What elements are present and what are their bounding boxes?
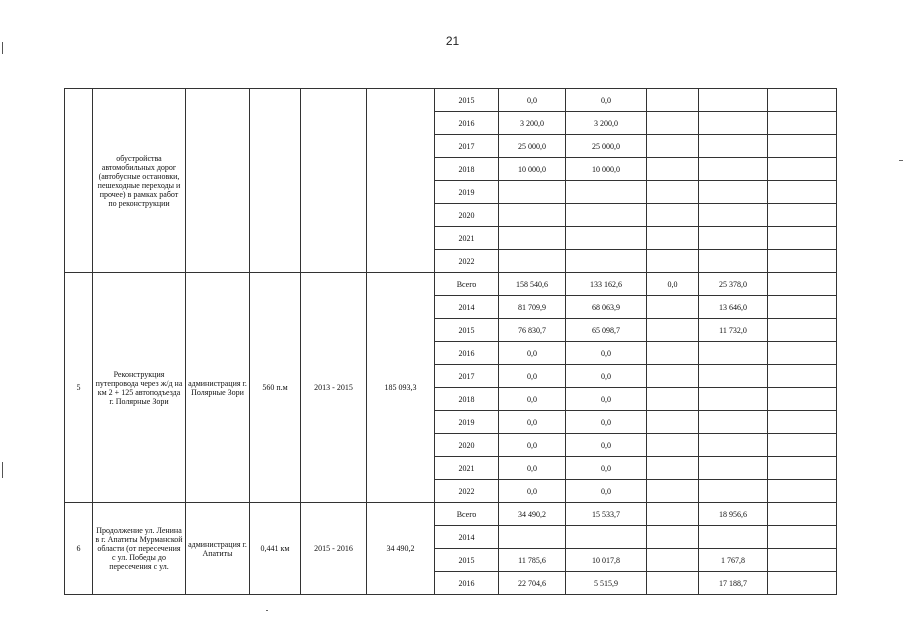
regional-cell — [647, 342, 699, 365]
item-number-cell: 6 — [65, 503, 93, 595]
total-cell: 34 490,2 — [499, 503, 566, 526]
federal-cell — [566, 526, 647, 549]
federal-cell: 0,0 — [566, 434, 647, 457]
other-cell — [768, 319, 837, 342]
year-cell: 2018 — [435, 158, 499, 181]
regional-cell — [647, 227, 699, 250]
federal-cell: 0,0 — [566, 457, 647, 480]
item-cost-cell: 34 490,2 — [367, 503, 435, 595]
other-cell — [768, 526, 837, 549]
item-period-cell — [301, 89, 367, 273]
total-cell: 0,0 — [499, 457, 566, 480]
other-cell — [768, 158, 837, 181]
year-cell: 2014 — [435, 296, 499, 319]
item-executor-cell: администрация г. Апатиты — [186, 503, 250, 595]
scan-edge-mark — [2, 462, 3, 478]
total-cell: 0,0 — [499, 342, 566, 365]
regional-cell — [647, 158, 699, 181]
other-cell — [768, 296, 837, 319]
total-cell: 0,0 — [499, 434, 566, 457]
year-cell: 2020 — [435, 434, 499, 457]
regional-cell — [647, 572, 699, 595]
other-cell — [768, 549, 837, 572]
regional-cell — [647, 365, 699, 388]
local-cell — [699, 342, 768, 365]
item-description-cell: Реконструкция путепровода через ж/д на км 2 + 125 автоподъезда г. Полярные Зори — [93, 273, 186, 503]
item-executor-cell: администрация г. Полярные Зори — [186, 273, 250, 503]
federal-cell: 0,0 — [566, 89, 647, 112]
item-description-cell: Продолжение ул. Ленина в г. Апатиты Мурманской области (от пересечения с ул. Победы до пересечения с ул. — [93, 503, 186, 595]
total-cell: 76 830,7 — [499, 319, 566, 342]
item-cost-cell: 185 093,3 — [367, 273, 435, 503]
local-cell: 17 188,7 — [699, 572, 768, 595]
page-number: 21 — [445, 34, 460, 48]
federal-cell: 25 000,0 — [566, 135, 647, 158]
item-executor-cell — [186, 89, 250, 273]
other-cell — [768, 365, 837, 388]
regional-cell — [647, 296, 699, 319]
regional-cell — [647, 457, 699, 480]
federal-cell: 0,0 — [566, 480, 647, 503]
item-capacity-cell: 0,441 км — [250, 503, 301, 595]
federal-cell — [566, 227, 647, 250]
federal-cell — [566, 204, 647, 227]
year-cell: 2016 — [435, 112, 499, 135]
local-cell — [699, 158, 768, 181]
total-cell: 22 704,6 — [499, 572, 566, 595]
total-cell: 0,0 — [499, 89, 566, 112]
local-cell: 25 378,0 — [699, 273, 768, 296]
total-cell: 158 540,6 — [499, 273, 566, 296]
item-description-cell: обустройства автомобильных дорог (автобусные остановки, пешеходные переходы и прочее) в рамках работ по реконструкции — [93, 89, 186, 273]
federal-cell — [566, 250, 647, 273]
regional-cell — [647, 526, 699, 549]
other-cell — [768, 89, 837, 112]
regional-cell — [647, 434, 699, 457]
total-cell — [499, 181, 566, 204]
local-cell: 1 767,8 — [699, 549, 768, 572]
federal-cell: 0,0 — [566, 365, 647, 388]
other-cell — [768, 457, 837, 480]
federal-cell: 3 200,0 — [566, 112, 647, 135]
federal-cell: 65 098,7 — [566, 319, 647, 342]
local-cell — [699, 89, 768, 112]
local-cell — [699, 526, 768, 549]
other-cell — [768, 434, 837, 457]
year-cell: 2016 — [435, 342, 499, 365]
other-cell — [768, 342, 837, 365]
year-cell: 2021 — [435, 227, 499, 250]
year-cell: 2015 — [435, 549, 499, 572]
local-cell: 13 646,0 — [699, 296, 768, 319]
regional-cell — [647, 411, 699, 434]
local-cell — [699, 388, 768, 411]
year-cell: 2021 — [435, 457, 499, 480]
regional-cell — [647, 181, 699, 204]
other-cell — [768, 227, 837, 250]
local-cell — [699, 480, 768, 503]
year-cell: 2019 — [435, 411, 499, 434]
federal-cell: 10 000,0 — [566, 158, 647, 181]
other-cell — [768, 273, 837, 296]
year-cell: 2022 — [435, 480, 499, 503]
year-cell: 2019 — [435, 181, 499, 204]
year-cell: 2016 — [435, 572, 499, 595]
regional-cell: 0,0 — [647, 273, 699, 296]
other-cell — [768, 204, 837, 227]
other-cell — [768, 135, 837, 158]
total-cell: 0,0 — [499, 365, 566, 388]
local-cell — [699, 457, 768, 480]
local-cell: 18 956,6 — [699, 503, 768, 526]
other-cell — [768, 181, 837, 204]
federal-cell: 0,0 — [566, 411, 647, 434]
regional-cell — [647, 503, 699, 526]
local-cell — [699, 135, 768, 158]
total-cell: 0,0 — [499, 388, 566, 411]
program-table — [64, 88, 837, 595]
total-cell: 3 200,0 — [499, 112, 566, 135]
local-cell — [699, 365, 768, 388]
regional-cell — [647, 250, 699, 273]
other-cell — [768, 503, 837, 526]
regional-cell — [647, 388, 699, 411]
total-cell — [499, 526, 566, 549]
item-period-cell: 2013 - 2015 — [301, 273, 367, 503]
total-cell: 25 000,0 — [499, 135, 566, 158]
total-cell: 81 709,9 — [499, 296, 566, 319]
federal-cell: 68 063,9 — [566, 296, 647, 319]
regional-cell — [647, 549, 699, 572]
total-cell: 0,0 — [499, 480, 566, 503]
local-cell — [699, 227, 768, 250]
total-cell — [499, 204, 566, 227]
program-table-body — [65, 89, 837, 595]
local-cell — [699, 411, 768, 434]
year-cell: 2015 — [435, 319, 499, 342]
federal-cell: 133 162,6 — [566, 273, 647, 296]
other-cell — [768, 250, 837, 273]
item-number-cell: 5 — [65, 273, 93, 503]
local-cell — [699, 434, 768, 457]
local-cell: 11 732,0 — [699, 319, 768, 342]
year-cell: 2014 — [435, 526, 499, 549]
local-cell — [699, 204, 768, 227]
other-cell — [768, 480, 837, 503]
total-cell — [499, 227, 566, 250]
item-capacity-cell — [250, 89, 301, 273]
total-cell — [499, 250, 566, 273]
scan-edge-mark — [2, 42, 3, 54]
year-cell: 2017 — [435, 135, 499, 158]
local-cell — [699, 112, 768, 135]
federal-cell: 0,0 — [566, 342, 647, 365]
other-cell — [768, 388, 837, 411]
regional-cell — [647, 480, 699, 503]
federal-cell: 10 017,8 — [566, 549, 647, 572]
regional-cell — [647, 135, 699, 158]
year-cell: 2022 — [435, 250, 499, 273]
scan-dot — [266, 610, 268, 611]
other-cell — [768, 572, 837, 595]
local-cell — [699, 250, 768, 273]
item-cost-cell — [367, 89, 435, 273]
regional-cell — [647, 204, 699, 227]
total-cell: 11 785,6 — [499, 549, 566, 572]
year-cell: 2018 — [435, 388, 499, 411]
year-cell: 2017 — [435, 365, 499, 388]
year-cell: 2015 — [435, 89, 499, 112]
year-cell: Всего — [435, 273, 499, 296]
scan-edge-mark — [899, 160, 903, 161]
item-period-cell: 2015 - 2016 — [301, 503, 367, 595]
other-cell — [768, 112, 837, 135]
table-row — [65, 89, 837, 112]
year-cell: 2020 — [435, 204, 499, 227]
other-cell — [768, 411, 837, 434]
item-capacity-cell: 560 п.м — [250, 273, 301, 503]
regional-cell — [647, 89, 699, 112]
local-cell — [699, 181, 768, 204]
total-cell: 10 000,0 — [499, 158, 566, 181]
regional-cell — [647, 319, 699, 342]
federal-cell — [566, 181, 647, 204]
federal-cell: 15 533,7 — [566, 503, 647, 526]
item-number-cell — [65, 89, 93, 273]
federal-cell: 5 515,9 — [566, 572, 647, 595]
total-cell: 0,0 — [499, 411, 566, 434]
table-row — [65, 273, 837, 296]
regional-cell — [647, 112, 699, 135]
federal-cell: 0,0 — [566, 388, 647, 411]
table-row — [65, 503, 837, 526]
year-cell: Всего — [435, 503, 499, 526]
